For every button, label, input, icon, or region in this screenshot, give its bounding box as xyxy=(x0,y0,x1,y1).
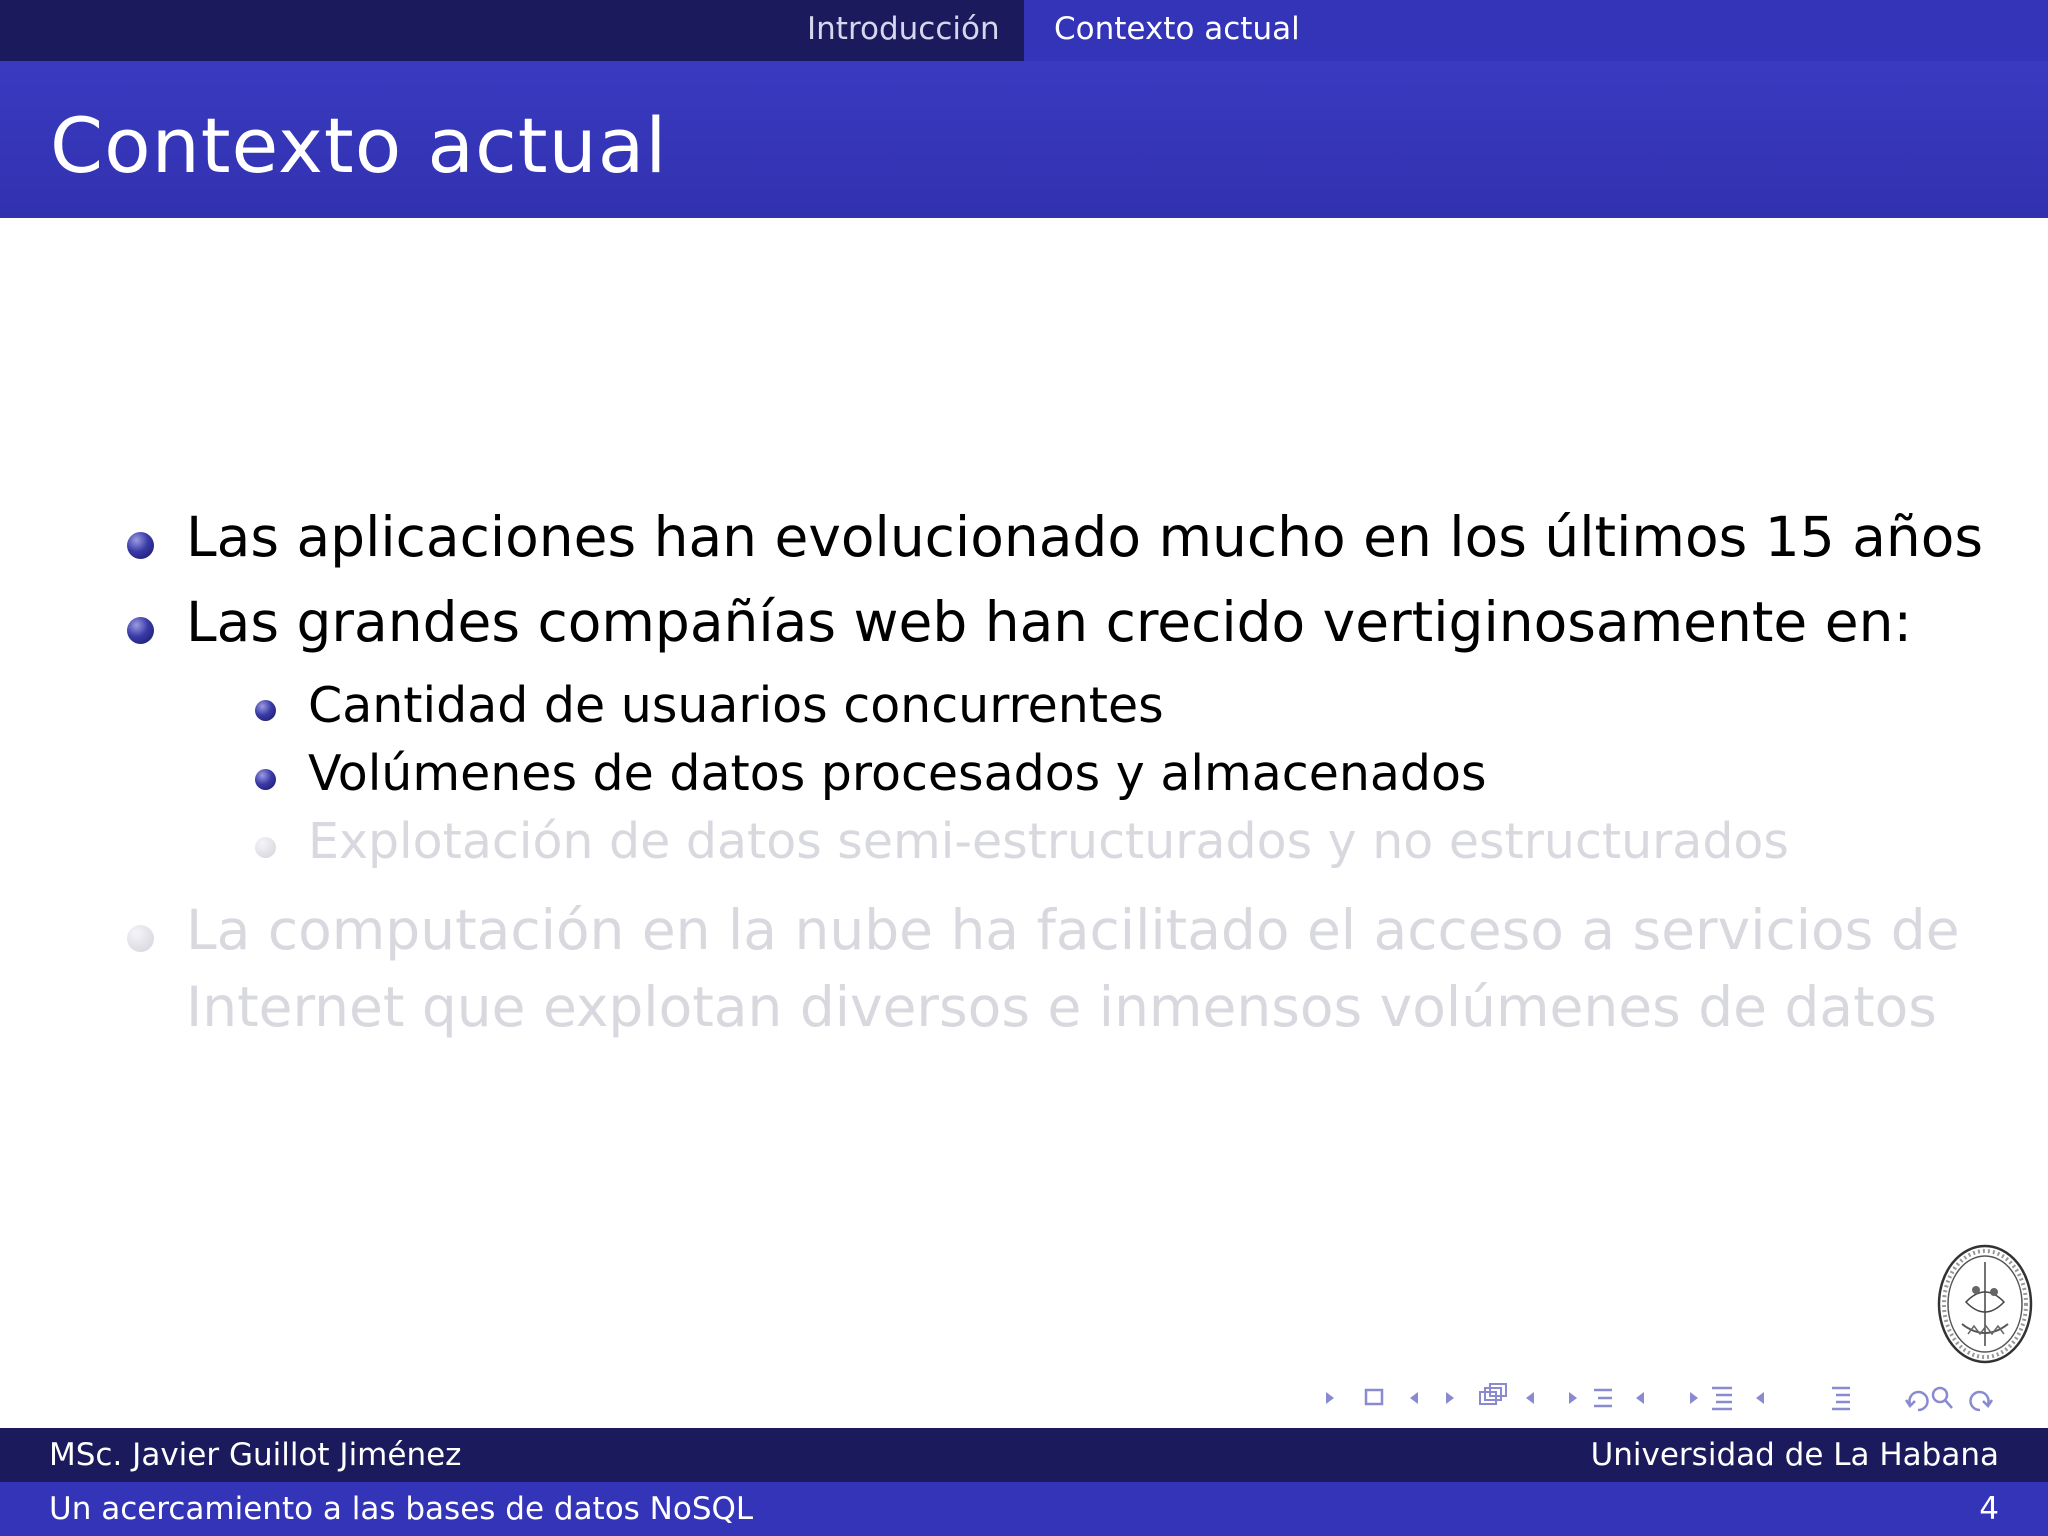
nav-frame-controls[interactable] xyxy=(1326,1390,1418,1404)
bullet-item-1: Las aplicaciones han evolucionado mucho en los últimos 15 años xyxy=(186,505,1984,569)
footer-institute: Universidad de La Habana xyxy=(1590,1437,1999,1473)
bullet-item-3-line-2: Internet que explotan diversos e inmensos volúmenes de datos xyxy=(186,975,1937,1039)
sub-bullet-item-2: Volúmenes de datos procesados y almacenados xyxy=(308,745,1487,802)
bullet-ball-icon xyxy=(127,925,154,952)
frame-title: Contexto actual xyxy=(50,101,668,190)
sub-bullet-ball-icon xyxy=(255,837,276,858)
nav-section-contexto-actual[interactable]: Contexto actual xyxy=(1024,0,2048,61)
nav-presentation-controls[interactable] xyxy=(1690,1388,1764,1409)
nav-undo-search-redo-controls[interactable] xyxy=(1906,1388,1992,1410)
nav-subsection-controls[interactable] xyxy=(1446,1384,1534,1404)
section-navigation-bar xyxy=(0,0,2048,61)
footer-page-number: 4 xyxy=(1979,1491,1999,1527)
bullet-ball-icon xyxy=(127,532,154,559)
nav-section-introduccion[interactable]: Introducción xyxy=(807,11,1000,47)
university-seal-icon xyxy=(1936,1242,2034,1366)
sub-bullet-ball-icon xyxy=(255,769,276,790)
footer-author: MSc. Javier Guillot Jiménez xyxy=(49,1437,462,1473)
bullet-item-2: Las grandes compañías web han crecido vertiginosamente en: xyxy=(186,590,1912,654)
footer-title-bar xyxy=(0,1482,2048,1536)
bullet-item-3-line-1: La computación en la nube ha facilitado el acceso a servicios de xyxy=(186,898,1960,962)
footer-author-bar xyxy=(0,1428,2048,1482)
bullet-ball-icon xyxy=(127,617,154,644)
nav-section-controls[interactable] xyxy=(1569,1390,1644,1406)
sub-bullet-ball-icon xyxy=(255,700,276,721)
sub-bullet-item-3-hidden: Explotación de datos semi-estructurados y no estructurados xyxy=(308,813,1789,870)
beamer-navigation-symbols xyxy=(1320,1378,2040,1418)
frame-title-bar xyxy=(0,61,2048,218)
footer-short-title: Un acercamiento a las bases de datos NoSQL xyxy=(49,1491,754,1527)
sub-bullet-item-1: Cantidad de usuarios concurrentes xyxy=(308,677,1164,734)
nav-appendix-controls[interactable] xyxy=(1832,1388,1850,1409)
